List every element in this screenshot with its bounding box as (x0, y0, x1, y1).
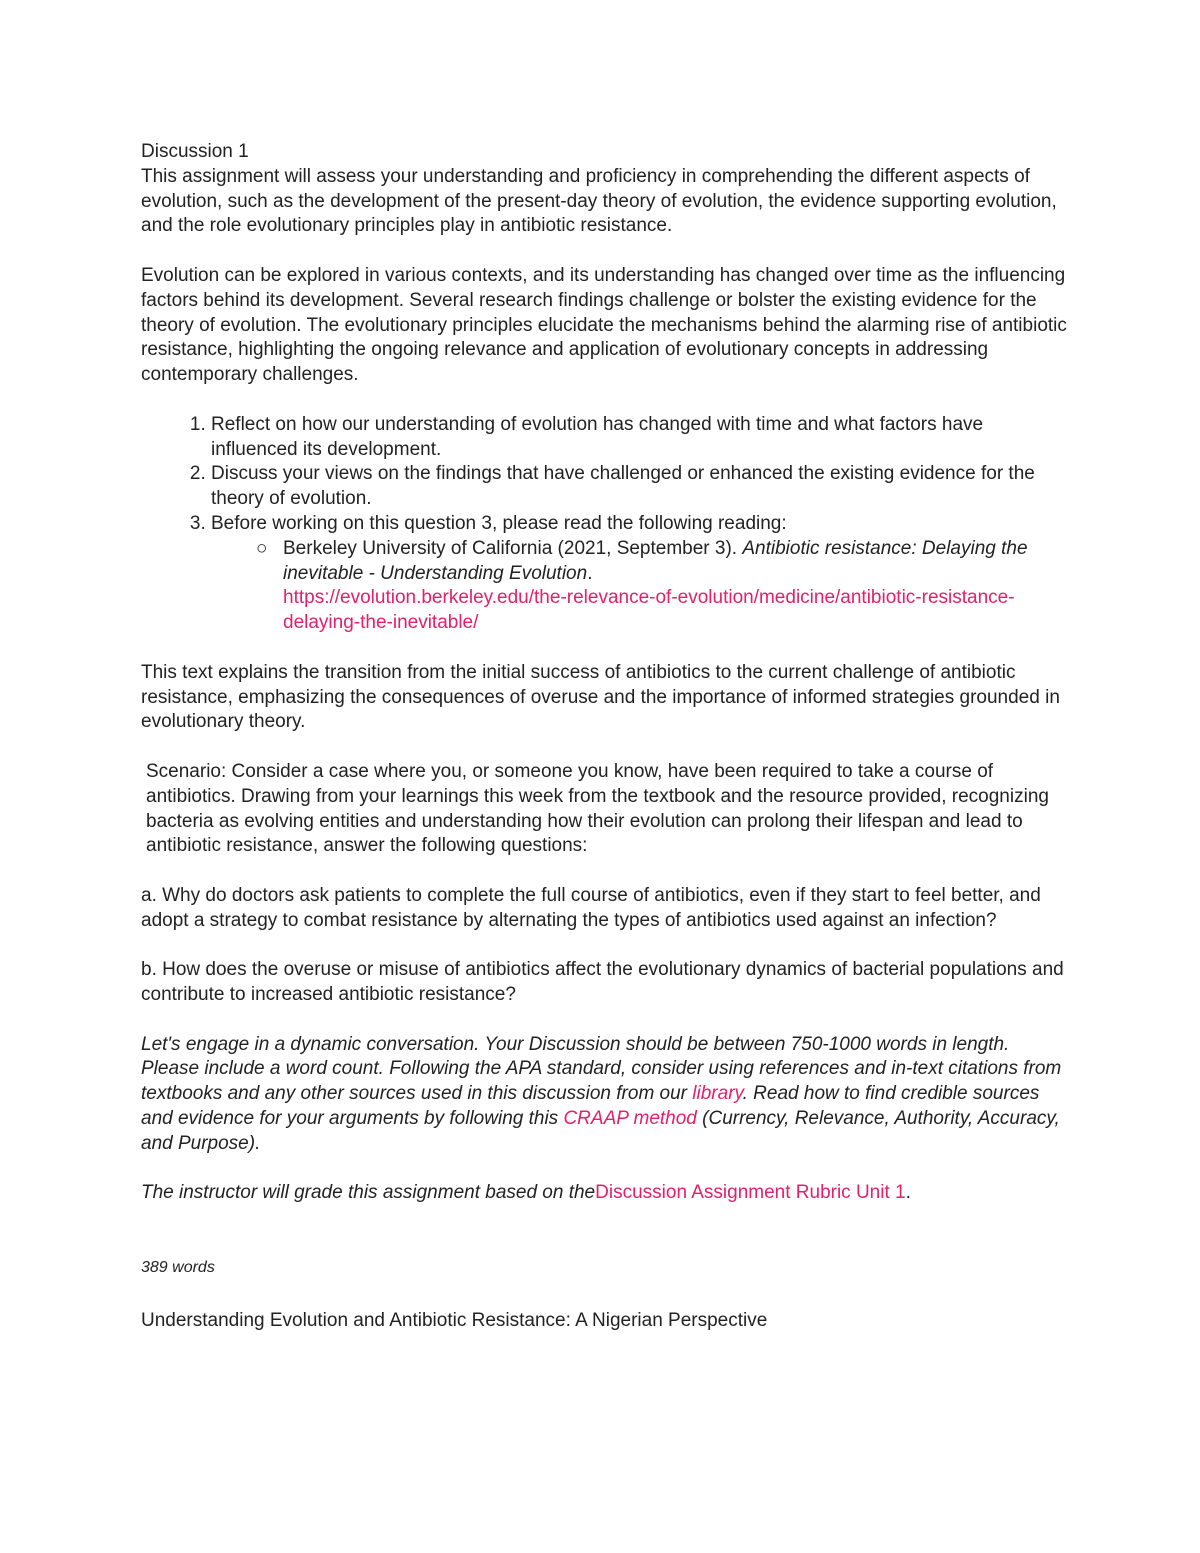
question-list (141, 413, 1071, 636)
citation-author: Berkeley University of California (2021, September 3). (283, 537, 743, 559)
engage-text-2: . Read how to find credible sources and evidence for your arguments by following this (141, 1083, 1040, 1130)
question-item (211, 512, 1071, 636)
rubric-link[interactable]: Discussion Assignment Rubric Unit 1 (595, 1182, 906, 1204)
word-count: 389 words (141, 1259, 215, 1277)
question-text: Before working on this question 3, please read the following reading: (211, 512, 787, 534)
question-a-paragraph: a. Why do doctors ask patients to complete the full course of antibiotics, even if they start to feel better, and adopt a strategy to combat resistance by alternating the types of antibiotics used against an infection? (141, 884, 1041, 931)
question-item: 1. Reflect on how our understanding of evolution has changed with time and what factors have influenced its development. (211, 413, 1071, 463)
document-title: Discussion 1 (141, 141, 249, 162)
citation-title: Antibiotic resistance: Delaying the inevitable - Understanding Evolution (283, 537, 1028, 584)
library-link[interactable]: library (692, 1083, 743, 1105)
question-b-paragraph: b. How does the overuse or misuse of antibiotics affect the evolutionary dynamics of bacterial populations and contribute to increased antibiotic resistance? (141, 959, 1064, 1006)
context-paragraph: Evolution can be explored in various contexts, and its understanding has changed over time as the influencing factors behind its development. Several research findings challenge or bolster the existing evidence for the theory of evolution. The evolutionary principles elucidate the mechanisms behind the alarming rise of antibiotic resistance, highlighting the ongoing relevance and application of evolutionary concepts in addressing contemporary challenges. (141, 264, 1067, 386)
reading-item (256, 537, 1071, 636)
grading-period: . (905, 1182, 911, 1204)
scenario-paragraph: Scenario: Consider a case where you, or someone you know, have been required to take a course of antibiotics. Drawing from your learnings this week from the textbook and the resource provided, recognizing bacteria as evolving entities and understanding how their evolution can prolong their lifespan and lead to antibiotic resistance, answer the following questions: (146, 760, 1049, 857)
question-item: 2. Discuss your views on the findings that have challenged or enhanced the existing evidence for the theory of evolution. (211, 462, 1071, 512)
hollow-circle-bullet-icon: ○ (256, 537, 268, 559)
text-explains-paragraph: This text explains the transition from the initial success of antibiotics to the current challenge of antibiotic resistance, emphasizing the consequences of overuse and the importance of informed strategies grounded in evolutionary theory. (141, 661, 1060, 733)
craap-method-link[interactable]: CRAAP method (563, 1108, 697, 1130)
intro-paragraph: This assignment will assess your understanding and proficiency in comprehending the different aspects of evolution, such as the development of the present-day theory of evolution, the evidence supporting evolution, and the role evolutionary principles play in antibiotic resistance. (141, 165, 1057, 237)
citation-period: . (587, 562, 593, 584)
engage-text-1: Let's engage in a dynamic conversation. Your Discussion should be between 750-1000 words in length. Please include a word count. Following the APA standard, consider using references and in-text citations from textbooks and any other sources used in this discussion from our (141, 1033, 1062, 1105)
reading-url-link[interactable]: https://evolution.berkeley.edu/the-relevance-of-evolution/medicine/antibiotic-resistance-delaying-the-inevitable/ (283, 587, 1015, 634)
document-page (141, 140, 1071, 1334)
grading-paragraph (141, 1181, 1071, 1206)
engage-text-3: (Currency, Relevance, Authority, Accuracy, and Purpose). (141, 1108, 1060, 1154)
essay-title: Understanding Evolution and Antibiotic Resistance: A Nigerian Perspective (141, 1310, 768, 1332)
reading-list (211, 537, 1071, 636)
engage-paragraph (141, 1033, 1071, 1157)
grading-text: The instructor will grade this assignment based on the (141, 1182, 596, 1204)
